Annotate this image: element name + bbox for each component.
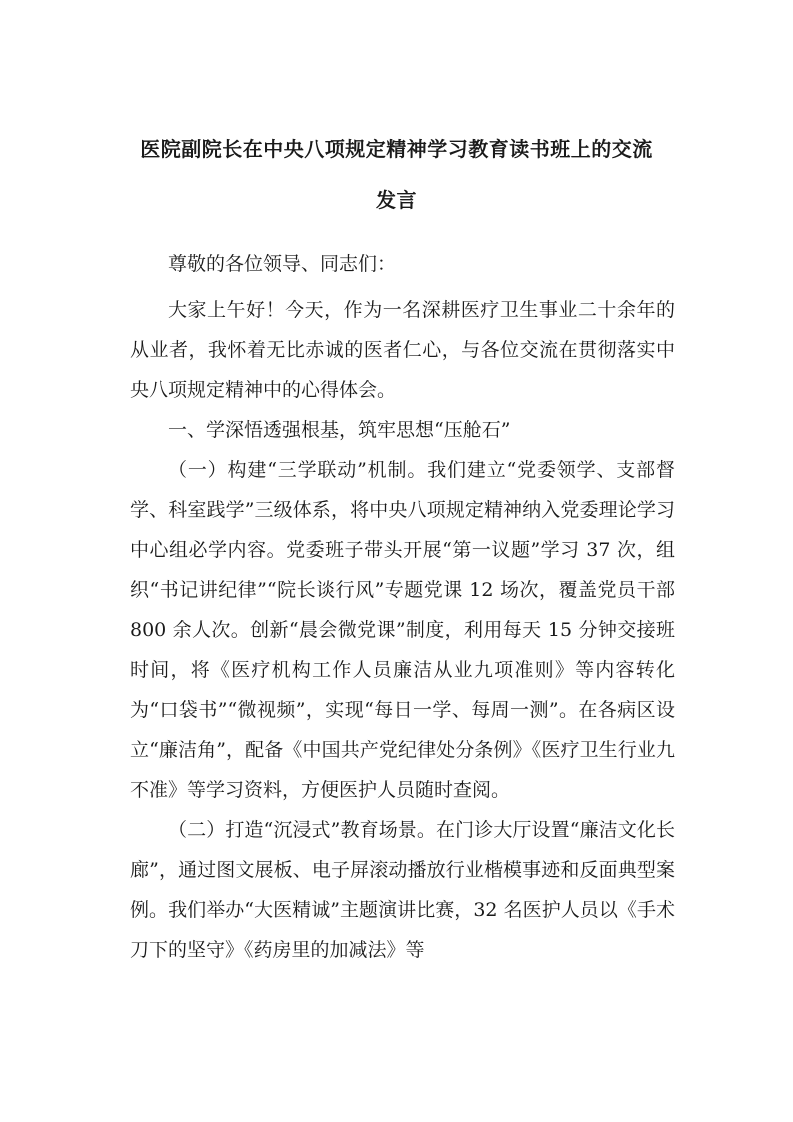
document-body bbox=[130, 244, 675, 970]
paragraph-subsection-1: （一）构建“三学联动”机制。我们建立“党委领学、支部督学、科室践学”三级体系，将中央八项规定精神纳入党委理论学习中心组必学内容。党委班子带头开展“第一议题”学习 37 次，组织“书记讲纪律”“院长谈行风”专题党课 12 场次，覆盖党员干部 800 余人次。创新“晨会微党课”制度，利用每天 15 分钟交接班时间，将《医疗机构工作人员廉洁从业九项准则》等内容转化为“口袋书”“微视频”，实现“每日一学、每周一测”。在各病区设立“廉洁角”，配备《中国共产党纪律处分条例》《医疗卫生行业九不准》等学习资料，方便医护人员随时查阅。 bbox=[130, 459, 675, 801]
document-title-line-2: 发言 bbox=[376, 188, 417, 212]
paragraph-opening: 大家上午好！今天，作为一名深耕医疗卫生事业二十余年的从业者，我怀着无比赤诚的医者仁心，与各位交流在贯彻落实中央八项规定精神中的心得体会。 bbox=[130, 299, 675, 401]
salutation: 尊敬的各位领导、同志们： bbox=[168, 253, 397, 275]
document-title-line-1: 医院副院长在中央八项规定精神学习教育读书班上的交流 bbox=[140, 137, 653, 161]
section-heading-1: 一、学深悟透强根基，筑牢思想“压舱石” bbox=[168, 419, 511, 441]
paragraph-subsection-2: （二）打造“沉浸式”教育场景。在门诊大厅设置“廉洁文化长廊”，通过图文展板、电子屏滚动播放行业楷模事迹和反面典型案例。我们举办“大医精诚”主题演讲比赛，32 名医护人员以《手术刀下的坚守》《药房里的加减法》等 bbox=[130, 819, 675, 961]
